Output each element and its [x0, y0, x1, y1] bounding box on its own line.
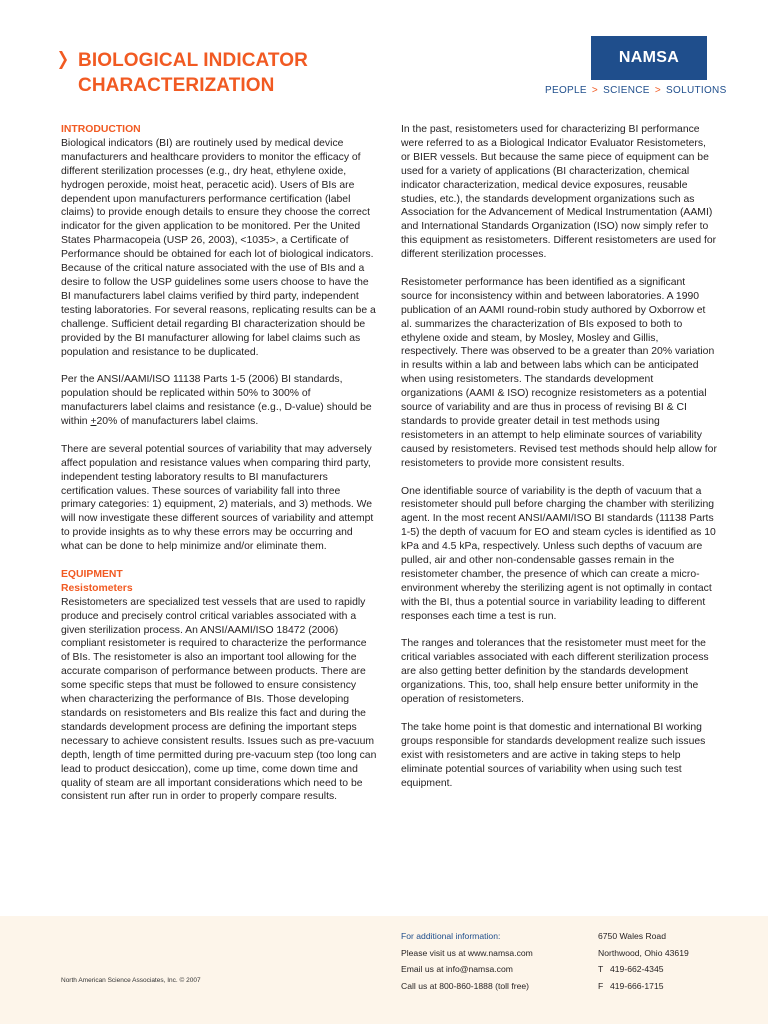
tagline-science: SCIENCE — [603, 85, 650, 96]
chevron-right-icon — [58, 50, 70, 70]
fax-line — [598, 978, 689, 995]
title-line-1: BIOLOGICAL INDICATOR — [78, 50, 308, 71]
intro-paragraph-2-part-b: 20% of manufacturers label claims. — [96, 416, 259, 428]
tagline-people: PEOPLE — [545, 85, 587, 96]
right-paragraph-2: Resistometer performance has been identified as a significant source for inconsistency within and between laboratories. A 1990 publication of an AAMI round-robin study authored by Oxborrow et al. summarizes the characterization of BIs exposed to both to ethylene oxide and steam, by Mosley, Mosley and Gillis, respectively. There was observed to be a greater than 20% variation in results within a lab and between labs which can be anticipated when using resistometers. The standards development organizations (AAMI & ISO) recognize resistometers as a potential source of variability and are thus in process of revising BI & CI standards to provide greater detail in test methods using resistometers in an attempt to help eliminate sources of variability caused by resistometers. Revised test methods should help allow for resistometers to provide more consistent results. — [401, 276, 717, 469]
telephone-number: 419-662-4345 — [610, 964, 664, 975]
plus-minus-symbol: + — [90, 416, 97, 428]
contact-website: Please visit us at www.namsa.com — [401, 947, 533, 958]
right-paragraph-3: One identifiable source of variability is the depth of vacuum that a resistometer should pull before charging the chamber with sterilizing agent. In the most recent ANSI/AAMI/ISO BI standards (11138 Parts 1-5) the depth of vacuum for EO and steam cycles is identified as 10 kPa and 4.5 kPa, respectively. Unless such depths of vacuum are pulled, air and other non-condensable gasses remain in the resistometer chamber, the presence of which can create a micro-environment whereby the sterilizing agent is not optimally in contact with the BI, thus a potential source in variability leading to different responses each time a test is run. — [401, 485, 716, 622]
copyright: North American Science Associates, Inc. © 2007 — [61, 977, 201, 984]
equipment-heading: EQUIPMENT — [61, 568, 123, 580]
right-paragraph-1: In the past, resistometers used for characterizing BI performance were referred to as a Biological Indicator Evaluator Resistometers, or BIER vessels. But because the same piece of equipment can be used for a variety of applications (BI characterization, chemical indicator characterization, medical device exposures, reusable studies, etc.), the standards development organizations such as Association for the Advancement of Medical Instrumentation (AAMI) and International Standards Organization (ISO) now simply refer to this equipment as resistometers. Different resistometers are used for different sterilization processes. — [401, 124, 717, 261]
tagline — [545, 85, 727, 96]
intro-paragraph-1: Biological indicators (BI) are routinely used by medical device manufacturers and healthcare providers to monitor the efficacy of different sterilization processes (e.g., dry heat, ethylene oxide, hydrogen peroxide, moist heat, peracetic acid). Users of BIs are dependent upon manufacturers performance certification (label claims) to provide enough details to ensure they choose the correct indicator for the given application to be monitored. Per the United States Pharmacopeia (USP 26, 2003), <1035>, a Certificate of Performance should be obtained for each lot of biological indicators. Because of the critical nature associated with the use of BIs and a desire to follow the USP guidelines some users choose to have the BI manufacturers label claims verified by third party, independent testing laboratories. For several reasons, replicating results can be a challenge. Sufficient detail regarding BI characterization should be provided by the BI manufacturer allowing for label claims such as population and resistance to be duplicated. — [61, 137, 376, 358]
fax-label: F — [598, 980, 604, 991]
introduction-heading: INTRODUCTION — [61, 124, 141, 135]
title-line-2: CHARACTERIZATION — [78, 75, 275, 96]
right-paragraph-5: The take home point is that domestic and international BI working groups responsible for standards development realize such issues exist with resistometers and are active in taking steps to help eliminate potential sources of variability when using such test equipment. — [401, 721, 706, 789]
telephone-label: T — [598, 964, 604, 975]
intro-paragraph-3: There are several potential sources of variability that may adversely affect population and resistance values when comparing third party, independent testing laboratory results to BI manufacturers certification values. These sources of variability fall into three primary categories: 1) equipment, 2) materials, and 3) methods. We will now investigate these different sources of variability and attempt to provide insights as to why these errors may be occurring and what can be done to help minimize and/or eliminate them. — [61, 443, 374, 553]
contact-email: Email us at info@namsa.com — [401, 964, 513, 975]
right-paragraph-4: The ranges and tolerances that the resistometer must meet for the critical variables associated with each different sterilization process are also getting better definition by the standards development organizations. This, too, shall help ensure better uniformity in the operation of resistometers. — [401, 638, 709, 706]
intro-paragraph-2-part-a: Per the ANSI/AAMI/ISO 11138 Parts 1-5 (2006) BI standards, population should be replicated within 50% to 300% of manufacturers label claims and resistance (e.g., D-value) should be within — [61, 374, 372, 428]
intro-paragraph-2 — [61, 373, 377, 429]
telephone-line — [598, 961, 689, 978]
left-column — [61, 123, 377, 818]
namsa-logo — [591, 36, 707, 80]
tagline-solutions: SOLUTIONS — [666, 85, 727, 96]
address-block — [598, 928, 689, 994]
right-column — [401, 123, 717, 804]
tagline-separator-1: > — [591, 85, 599, 96]
equipment-paragraph-1: Resistometers are specialized test vessels that are used to rapidly produce and precisely control critical variables associated with a given sterilization process. An ANSI/AAMI/ISO 18472 (2006) compliant resistometer is required to characterize the performance of BIs. The resistometer is also an important tool allowing for the accurate comparison of performance between products. There are some specific steps that must be followed to ensure consistency when characterizing the performance of BIs. Those developing standards on resistometers and BIs realize this fact and during the standards development process are defining the important steps necessary to achieve consistent results. Issues such as pre-vacuum depth, length of time permitted during pre-vacuum step (too long can lead to product desiccation), come up time, come down time and quality of steam are all important considerations which need to be consistent run after run in order to properly compare results. — [61, 596, 377, 803]
resistometers-subheading: Resistometers — [61, 582, 133, 594]
address-street: 6750 Wales Road — [598, 931, 666, 941]
tagline-separator-2: > — [654, 85, 661, 96]
fax-number: 419-666-1715 — [610, 980, 664, 991]
contact-phone: Call us at 800-860-1888 (toll free) — [401, 980, 530, 991]
logo-text: NAMSA — [618, 49, 680, 66]
address-city: Northwood, Ohio 43619 — [598, 947, 689, 958]
contact-info — [401, 928, 533, 994]
document-header — [62, 48, 308, 98]
contact-heading: For additional information: — [401, 931, 501, 941]
